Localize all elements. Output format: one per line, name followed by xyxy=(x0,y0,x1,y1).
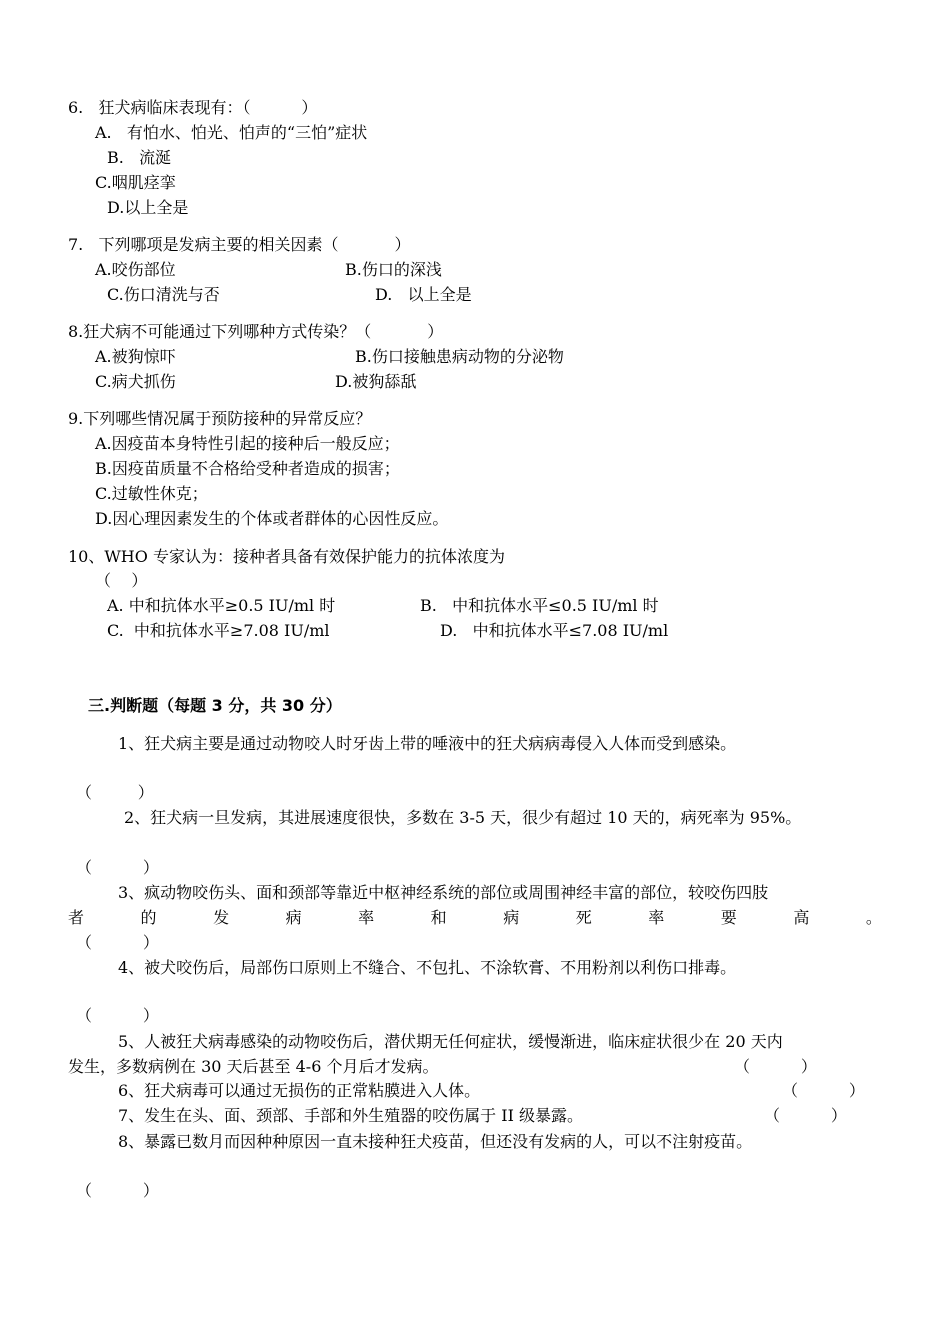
section-heading-judgement: 三.判断题（每题 3 分，共 30 分） xyxy=(88,696,342,715)
q6-option-d: D.以上全是 xyxy=(107,198,189,217)
judge-q4-blank: （ ） xyxy=(76,1006,159,1025)
q10-stem: 10、WHO 专家认为：接种者具备有效保护能力的抗体浓度为 xyxy=(68,547,505,566)
q6-option-b: B. 流涎 xyxy=(107,148,172,167)
q7-option-a: A.咬伤部位 xyxy=(95,260,176,279)
q10-option-d: D. 中和抗体水平≤7.08 IU/ml xyxy=(440,621,669,640)
q8-option-d: D.被狗舔舐 xyxy=(335,372,417,391)
q8-stem: 8.狂犬病不可能通过下列哪种方式传染？（ ） xyxy=(68,322,444,341)
judge-q3-char: 的 xyxy=(140,908,157,927)
q7-option-b: B.伤口的深浅 xyxy=(345,260,442,279)
judge-q3-line1: 3、疯动物咬伤头、面和颈部等靠近中枢神经系统的部位或周围神经丰富的部位，较咬伤四肢 xyxy=(118,883,769,902)
q10-option-b: B. 中和抗体水平≤0.5 IU/ml 时 xyxy=(420,596,659,615)
judge-q1-blank: （ ） xyxy=(76,783,154,802)
judge-q3-char: 。 xyxy=(865,908,882,927)
judge-q6-blank: （ ） xyxy=(782,1081,865,1100)
judge-q3-char: 者 xyxy=(68,908,85,927)
judge-q3-char: 病 xyxy=(285,908,302,927)
judge-q2-blank: （ ） xyxy=(76,858,159,877)
judge-q7-blank: （ ） xyxy=(764,1106,847,1125)
q6-option-a: A. 有怕水、怕光、怕声的“三怕”症状 xyxy=(95,123,368,142)
judge-q3-char: 发 xyxy=(213,908,230,927)
q10-option-c: C. 中和抗体水平≥7.08 IU/ml xyxy=(107,621,330,640)
judge-q5-line2: 发生，多数病例在 30 天后甚至 4-6 个月后才发病。 xyxy=(68,1057,439,1076)
q7-option-d: D. 以上全是 xyxy=(375,285,472,304)
q6-option-c: C.咽肌痉挛 xyxy=(95,173,176,192)
judge-q7: 7、发生在头、面、颈部、手部和外生殖器的咬伤属于 II 级暴露。 xyxy=(118,1106,583,1125)
judge-q3-char: 率 xyxy=(358,908,375,927)
judge-q3-char: 死 xyxy=(575,908,592,927)
q7-stem: 7. 下列哪项是发病主要的相关因素（ ） xyxy=(68,235,411,254)
judge-q3-char: 和 xyxy=(430,908,447,927)
q6-stem: 6. 狂犬病临床表现有：（ ） xyxy=(68,98,318,117)
judge-q3-line2 xyxy=(68,907,882,929)
judge-q3-char: 要 xyxy=(720,908,737,927)
q8-option-b: B.伤口接触患病动物的分泌物 xyxy=(355,347,564,366)
judge-q8: 8、暴露已数月而因种种原因一直未接种狂犬疫苗，但还没有发病的人，可以不注射疫苗。 xyxy=(118,1132,753,1151)
judge-q8-blank: （ ） xyxy=(76,1181,159,1200)
judge-q1: 1、狂犬病主要是通过动物咬人时牙齿上带的唾液中的狂犬病病毒侵入人体而受到感染。 xyxy=(118,734,737,753)
judge-q3-char: 病 xyxy=(503,908,520,927)
q10-answer-blank: （ ） xyxy=(95,571,148,590)
judge-q3-blank: （ ） xyxy=(76,933,159,952)
judge-q2: 2、狂犬病一旦发病，其进展速度很快，多数在 3-5 天，很少有超过 10 天的，病死率为 95%。 xyxy=(124,808,802,827)
q9-stem: 9.下列哪些情况属于预防接种的异常反应？ xyxy=(68,409,372,428)
judge-q4: 4、被犬咬伤后，局部伤口原则上不缝合、不包扎、不涂软膏、不用粉剂以利伤口排毒。 xyxy=(118,958,737,977)
judge-q3-char: 高 xyxy=(793,908,810,927)
judge-q5-line1: 5、人被狂犬病毒感染的动物咬伤后，潜伏期无任何症状，缓慢渐进，临床症状很少在 20 天内 xyxy=(118,1032,783,1051)
q9-option-a: A.因疫苗本身特性引起的接种后一般反应； xyxy=(95,434,400,453)
q9-option-d: D.因心理因素发生的个体或者群体的心因性反应。 xyxy=(95,509,449,528)
judge-q6: 6、狂犬病毒可以通过无损伤的正常粘膜进入人体。 xyxy=(118,1081,481,1100)
q9-option-c: C.过敏性休克； xyxy=(95,484,208,503)
q8-option-c: C.病犬抓伤 xyxy=(95,372,176,391)
q7-option-c: C.伤口清洗与否 xyxy=(107,285,220,304)
q10-option-a: A. 中和抗体水平≥0.5 IU/ml 时 xyxy=(107,596,336,615)
judge-q3-char: 率 xyxy=(648,908,665,927)
q8-option-a: A.被狗惊吓 xyxy=(95,347,176,366)
judge-q5-blank: （ ） xyxy=(734,1057,817,1076)
q9-option-b: B.因疫苗质量不合格给受种者造成的损害； xyxy=(95,459,400,478)
